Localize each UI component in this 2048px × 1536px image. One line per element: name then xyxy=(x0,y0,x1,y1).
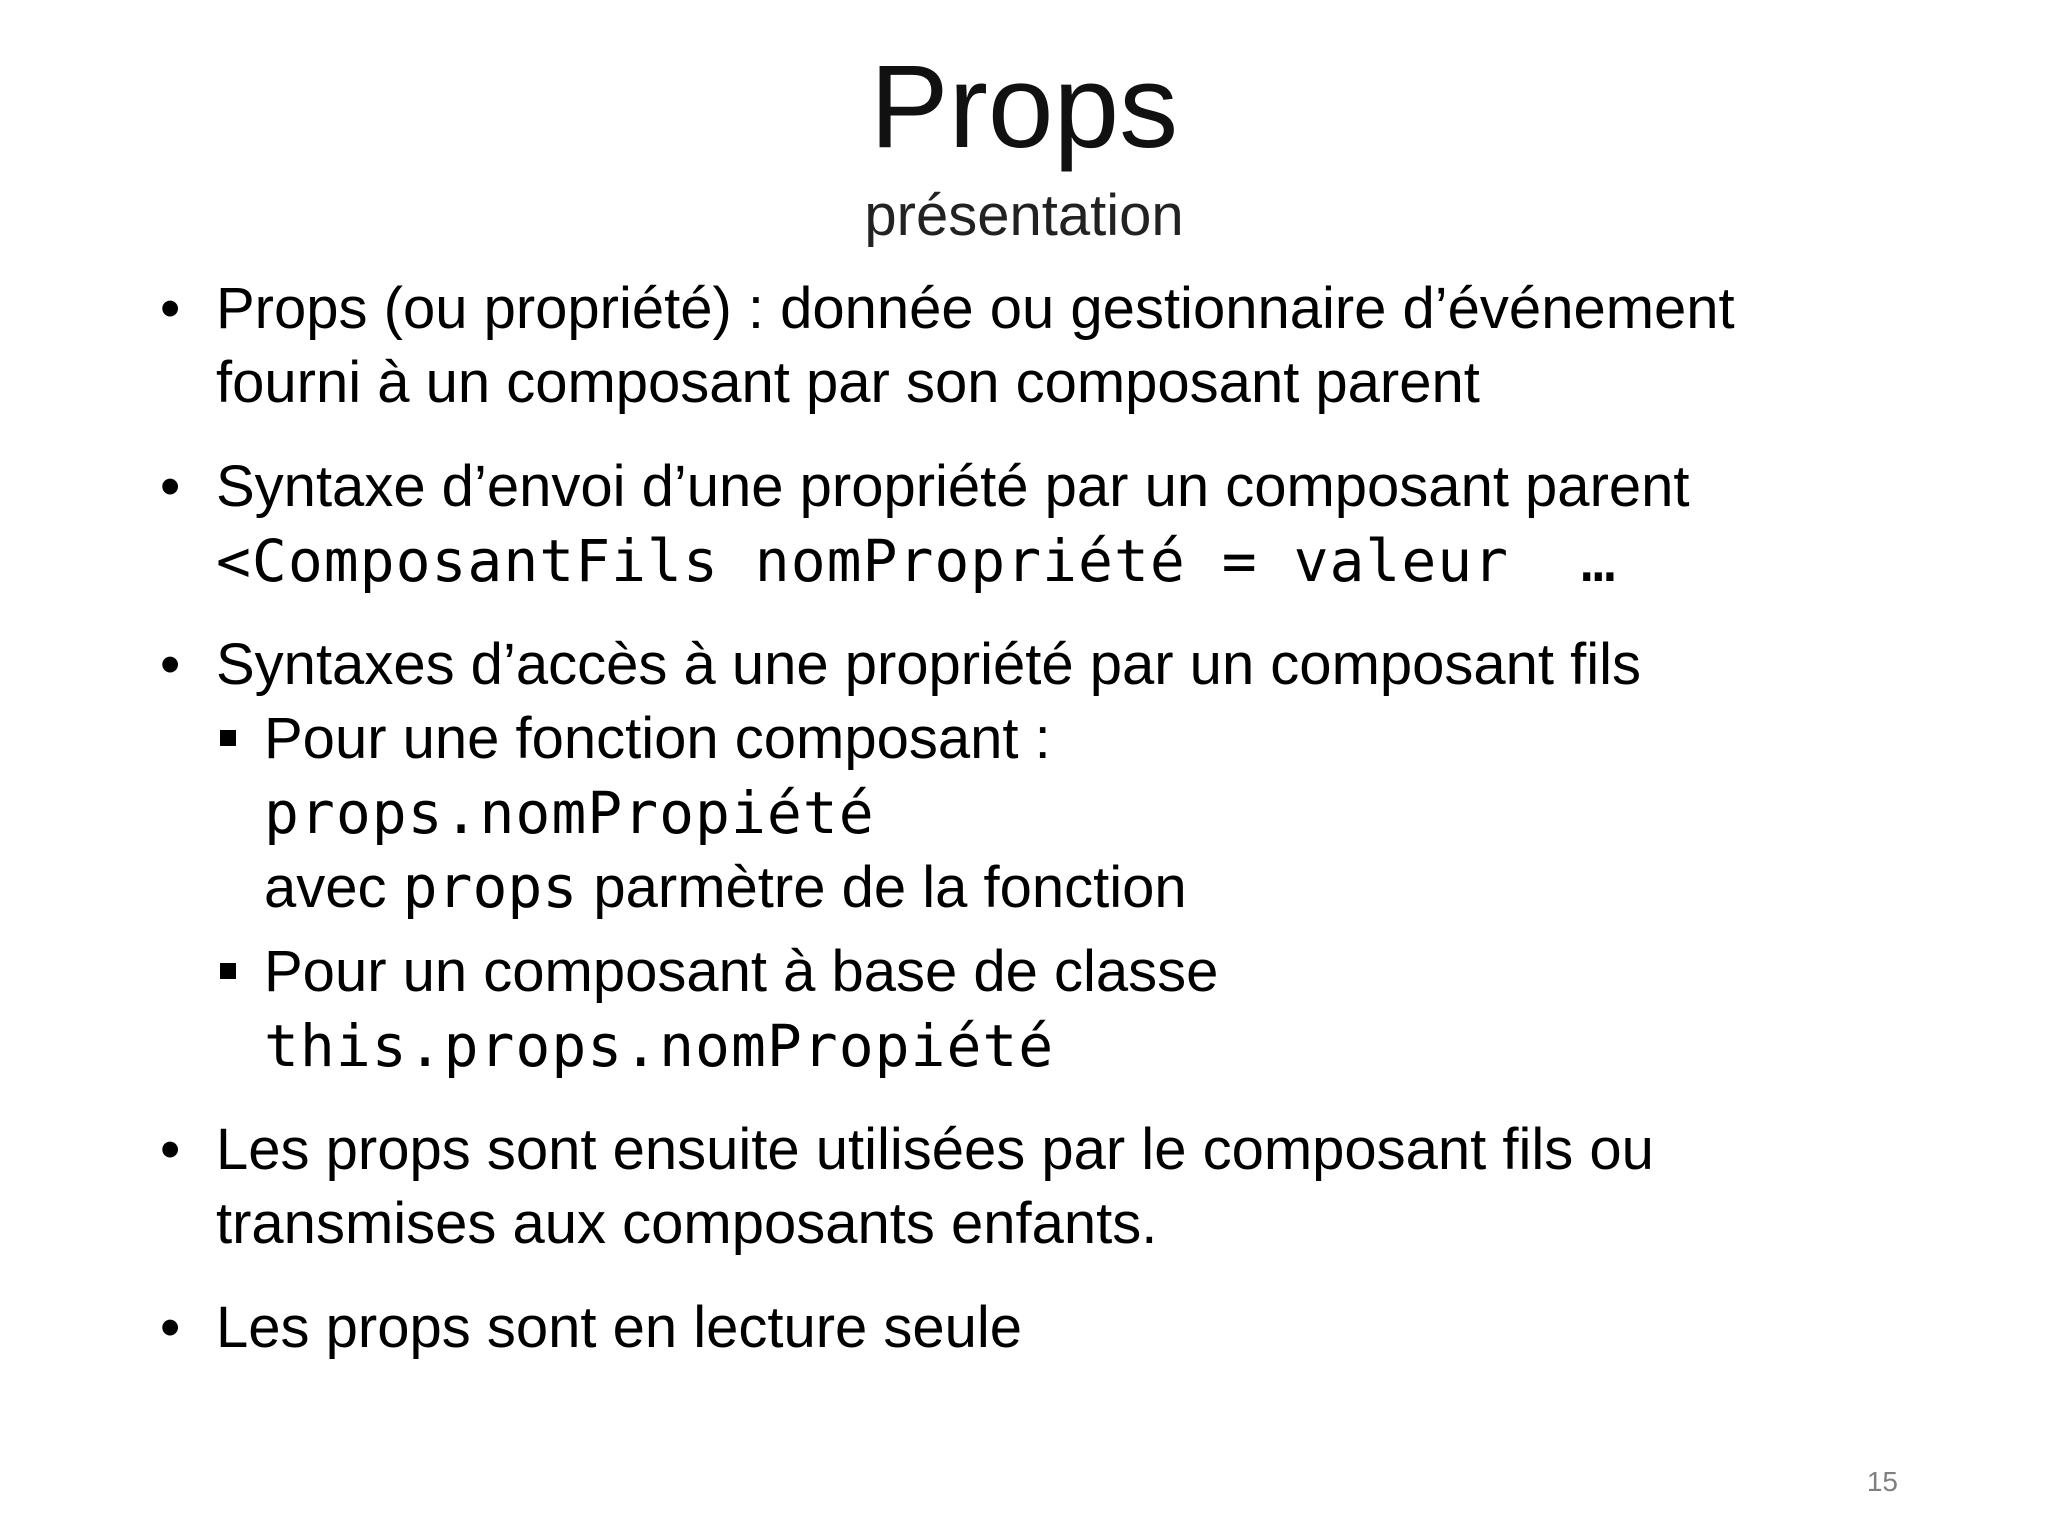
bullet-props-readonly xyxy=(160,1291,1920,1365)
bullet-text-line: Les props sont ensuite utilisées par le composant fils ou xyxy=(216,1117,1654,1182)
code-line: this.props.nomPropiété xyxy=(264,1012,1055,1080)
bullet-text-line: Syntaxes d’accès à une propriété par un composant fils xyxy=(216,632,1642,697)
code-line: props.nomPropiété xyxy=(264,779,875,847)
sub-bullet-class-component xyxy=(160,935,1920,1083)
bullet-marker: • xyxy=(160,1117,181,1182)
sub-bullet-list xyxy=(160,702,1920,1083)
bullet-text-line: transmises aux composants enfants. xyxy=(216,1191,1158,1256)
bullet-marker: • xyxy=(160,454,181,519)
sub-bullet-text-line xyxy=(264,850,1920,925)
bullet-text-line: Les props sont en lecture seule xyxy=(216,1295,1023,1360)
sub-bullet-function-component xyxy=(160,702,1920,925)
page-number: 15 xyxy=(1866,1466,1898,1497)
sub-bullet-text-line: Pour un composant à base de classe xyxy=(264,939,1219,1004)
bullet-marker: • xyxy=(160,1295,181,1360)
avec-prefix: avec xyxy=(264,855,403,920)
bullet-marker: • xyxy=(160,276,181,341)
bullet-text-line: Props (ou propriété) : donnée ou gestionnaire d’événement xyxy=(216,276,1735,341)
bullet-text-line: Syntaxe d’envoi d’une propriété par un composant parent xyxy=(216,454,1690,519)
slide-subtitle: présentation xyxy=(864,183,1184,248)
square-bullet-icon xyxy=(220,730,236,746)
sub-bullet-text-line: Pour une fonction composant : xyxy=(264,706,1051,771)
slide-title: Props xyxy=(869,41,1179,173)
bullet-list xyxy=(160,272,1920,1395)
bullet-marker: • xyxy=(160,632,181,697)
bullet-props-usage xyxy=(160,1113,1920,1261)
avec-suffix: parmètre de la fonction xyxy=(577,855,1187,920)
code-line: <ComposantFils nomPropriété = valeur … xyxy=(216,527,1617,595)
square-bullet-icon xyxy=(220,963,236,979)
code-inline: props xyxy=(402,853,578,921)
bullet-send-syntax xyxy=(160,450,1920,598)
bullet-access-syntax xyxy=(160,628,1920,1083)
bullet-text-line: fourni à un composant par son composant parent xyxy=(216,350,1480,415)
bullet-props-definition xyxy=(160,272,1920,420)
